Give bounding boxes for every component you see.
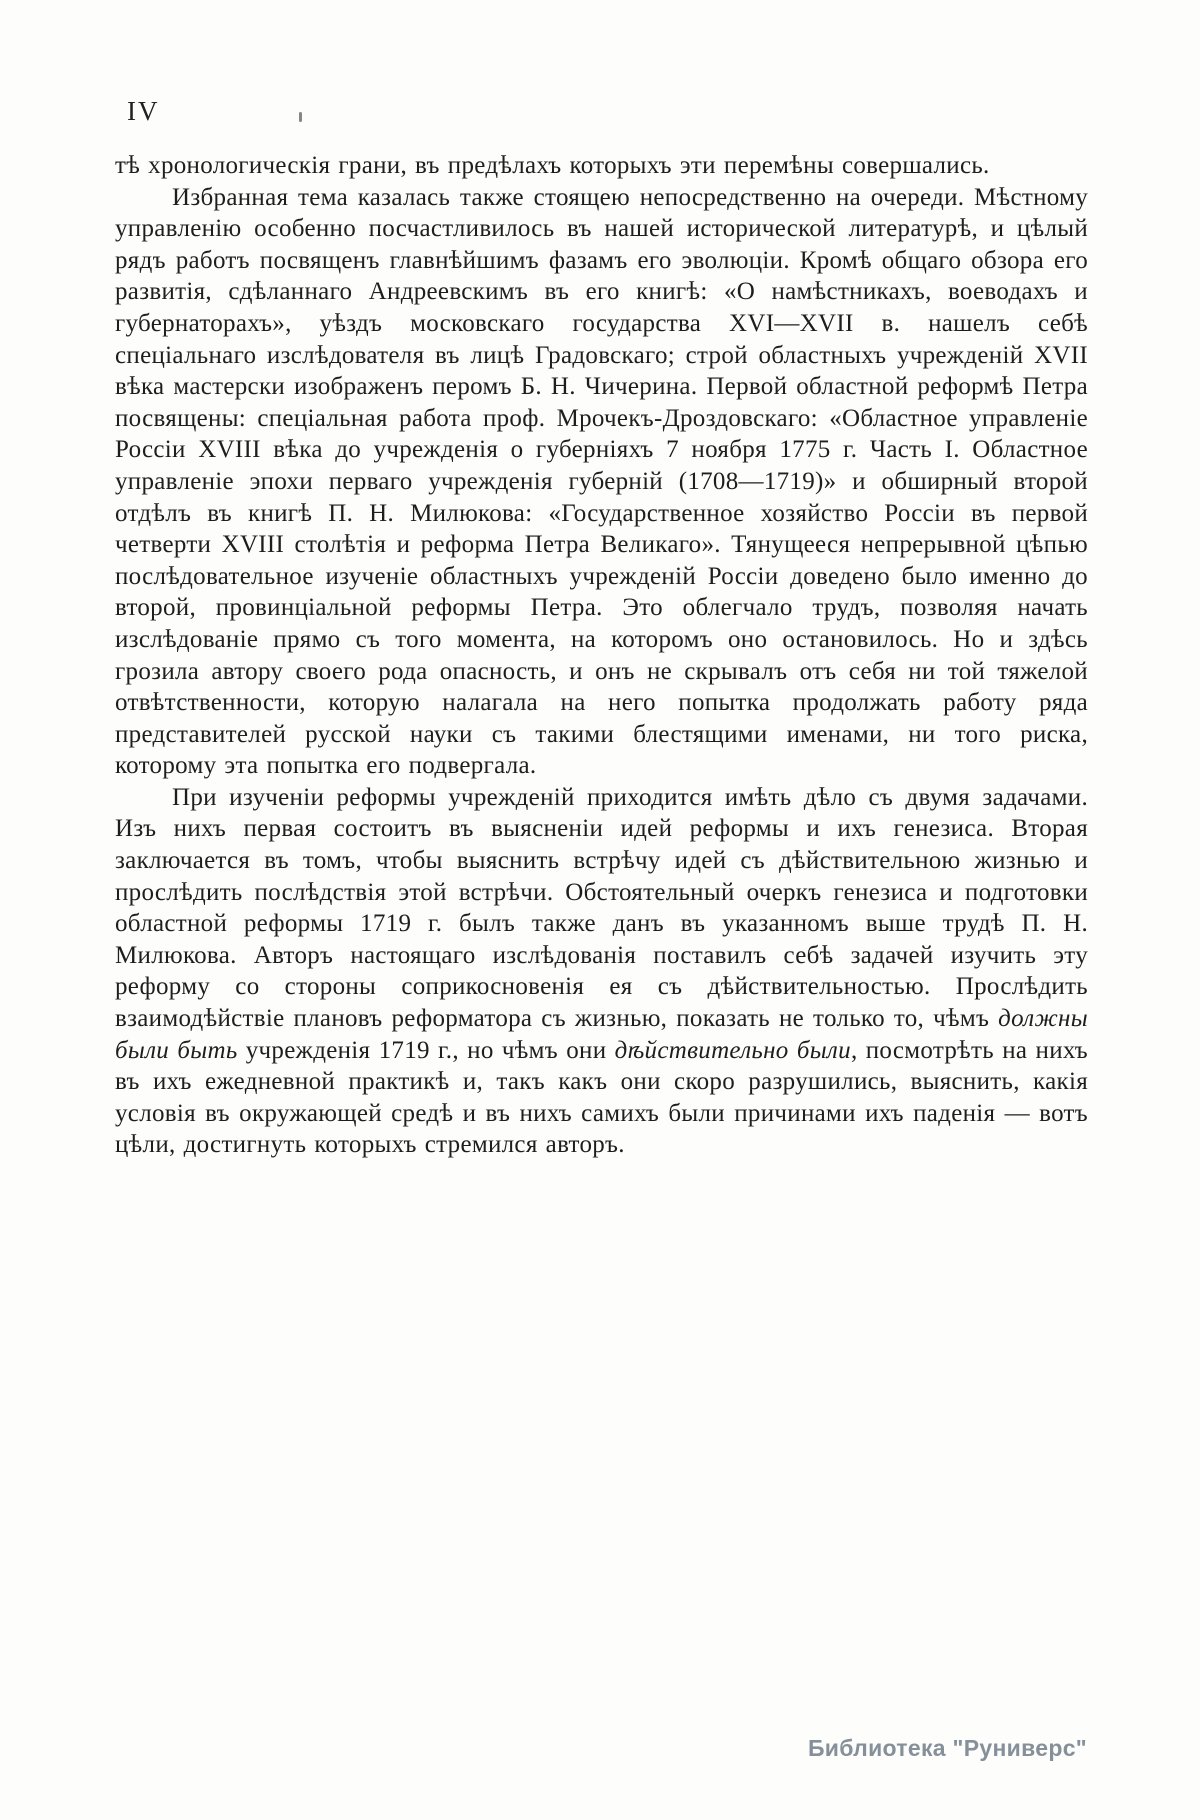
text-run-italic: должны были быть [115, 1005, 1088, 1064]
paragraph [115, 150, 1088, 182]
text-run: учрежденія 1719 г., но чѣмъ они [237, 1036, 615, 1064]
scan-artifact [299, 112, 302, 122]
text-run-italic: дѣйствительно были [614, 1036, 851, 1064]
body-text [115, 150, 1088, 1161]
paragraph [115, 782, 1088, 1161]
text-run: , посмотрѣть на нихъ въ ихъ ежедневной практикѣ и, такъ какъ они скоро разрушились, выяснить, какія условія въ окружающей средѣ и въ нихъ самихъ были причинами ихъ паденія — вотъ цѣли, достигнуть которыхъ стремился авторъ. [115, 1036, 1088, 1159]
text-run: При изученіи реформы учрежденій приходится имѣть дѣло съ двумя задачами. Изъ нихъ первая состоитъ въ выясненіи идей реформы и ихъ генезиса. Вторая заключается въ томъ, чтобы выяснить встрѣчу идей съ дѣйствительною жизнью и прослѣдить послѣдствія этой встрѣчи. Обстоятельный очеркъ генезиса и подготовки областной реформы 1719 г. былъ также данъ въ указанномъ выше трудѣ П. Н. Милюкова. Авторъ настоящаго изслѣдованія поставилъ себѣ задачей изучить эту реформу со стороны соприкосновенія ея съ дѣйствительностью. Прослѣдить взаимодѣйствіе плановъ реформатора съ жизнью, показать не только то, чѣмъ [115, 783, 1088, 1033]
paragraph [115, 182, 1088, 782]
text-run: тѣ хронологическія грани, въ предѣлахъ которыхъ эти перемѣны совершались. [115, 152, 990, 179]
text-run: Избранная тема казалась также стоящею непосредственно на очереди. Мѣстному управленію особенно посчастливилось въ нашей исторической литературѣ, и цѣлый рядъ работъ посвященъ главнѣйшимъ фазамъ его эволюціи. Кромѣ общаго обзора его развитія, сдѣланнаго Андреевскимъ въ его книгѣ: «О намѣстникахъ, воеводахъ и губернаторахъ», уѣздъ московскаго государства XVI—XVII в. нашелъ себѣ спеціальнаго изслѣдователя въ лицѣ Градовскаго; строй областныхъ учрежденій XVII вѣка мастерски изображенъ перомъ Б. Н. Чичерина. Первой областной реформѣ Петра посвящены: спеціальная работа проф. Мрочекъ-Дроздовскаго: «Областное управленіе Россіи XVIII вѣка до учрежденія о губерніяхъ 7 ноября 1775 г. Часть I. Областное управленіе эпохи перваго учрежденія губерній (1708—1719)» и обширный второй отдѣлъ въ книгѣ П. Н. Милюкова: «Государственное хозяйство Россіи въ первой четверти XVIII столѣтія и реформа Петра Великаго». Тянущееся непрерывной цѣпью послѣдовательное изученіе областныхъ учрежденій Россіи доведено было именно до второй, провинціальной реформы Петра. Это облегчало трудъ, позволяя начать изслѣдованіе прямо съ того момента, на которомъ оно остановилось. Но и здѣсь грозила автору своего рода опасность, и онъ не скрывалъ отъ себя ни той тяжелой отвѣтственности, которую налагала на него попытка продолжать работу ряда представителей русской науки съ такими блестящими именами, ни того риска, которому эта попытка его подвергала. [115, 183, 1088, 780]
page-number: IV [127, 96, 160, 126]
library-watermark: Библиотека "Руниверс" [807, 1735, 1087, 1761]
